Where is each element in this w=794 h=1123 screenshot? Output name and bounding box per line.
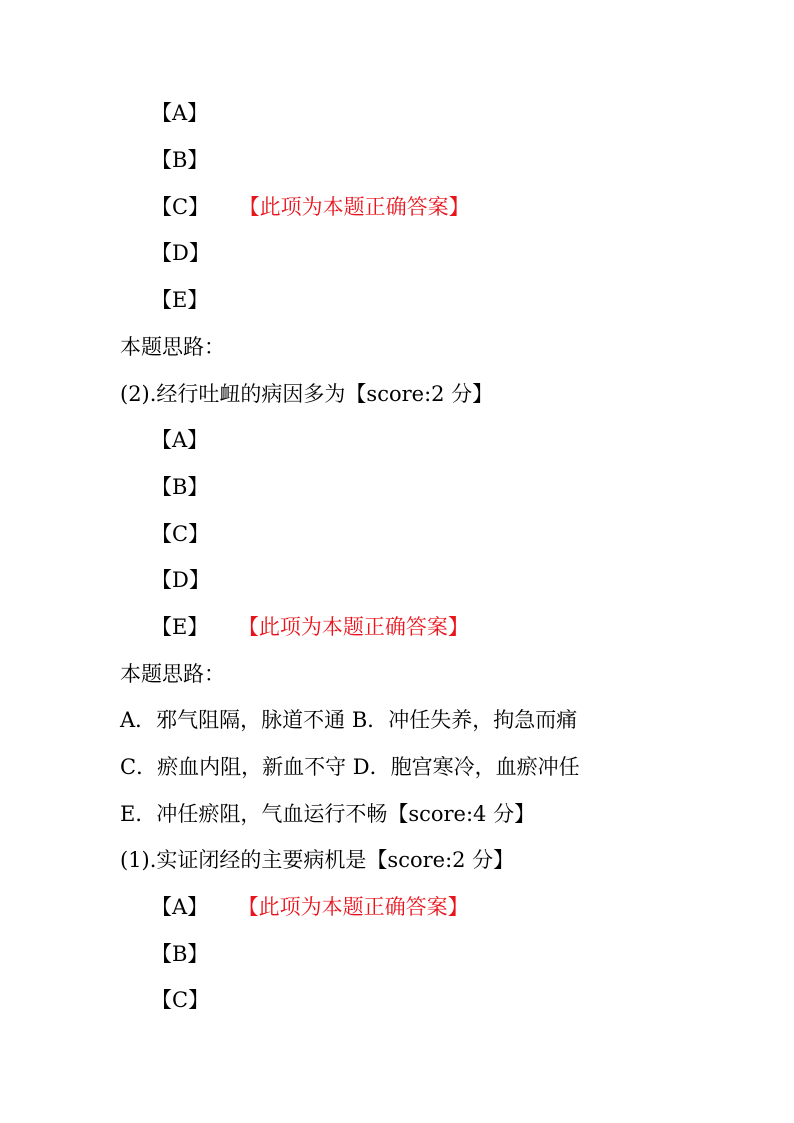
explanation-label: 本题思路： xyxy=(120,662,225,686)
case-option-line-1: A．邪气阻隔，脉道不通 B．冲任失养，拘急而痛 xyxy=(120,708,578,732)
option-c xyxy=(151,193,470,221)
q1-option-b xyxy=(151,940,208,968)
correct-answer-marker: 【此项为本题正确答案】 xyxy=(249,195,470,219)
option-a xyxy=(151,99,208,127)
option-b xyxy=(151,146,208,174)
option-label: 【D】 xyxy=(151,241,210,265)
q2-option-a xyxy=(151,426,208,454)
option-label: 【A】 xyxy=(151,428,209,452)
q2-option-b xyxy=(151,473,208,501)
explanation-label: 本题思路： xyxy=(120,335,225,359)
option-label: 【B】 xyxy=(151,148,209,172)
option-label: 【C】 xyxy=(151,988,210,1012)
option-d xyxy=(151,239,210,267)
question-2-text: (2).经行吐衄的病因多为【score:2 分】 xyxy=(120,382,494,406)
q1-option-c xyxy=(151,986,209,1014)
case-option-line-3: E．冲任瘀阻，气血运行不畅【score:4 分】 xyxy=(120,802,536,826)
option-label: 【B】 xyxy=(151,475,209,499)
q1-option-a xyxy=(151,893,469,921)
correct-answer-marker: 【此项为本题正确答案】 xyxy=(248,615,469,639)
option-label: 【C】 xyxy=(151,195,210,219)
option-label: 【B】 xyxy=(151,942,209,966)
q2-option-e xyxy=(151,613,469,641)
option-label: 【E】 xyxy=(151,615,209,639)
option-label: 【E】 xyxy=(151,288,209,312)
option-label: 【C】 xyxy=(151,522,210,546)
q2-option-c xyxy=(151,520,209,548)
option-label: 【A】 xyxy=(151,895,209,919)
correct-answer-marker: 【此项为本题正确答案】 xyxy=(248,895,469,919)
option-e xyxy=(151,286,208,314)
option-label: 【A】 xyxy=(151,101,209,125)
q2-option-d xyxy=(151,566,210,594)
case-option-line-2: C．瘀血内阻，新血不守 D．胞宫寒冷，血瘀冲任 xyxy=(120,755,580,779)
question-1-text: (1).实证闭经的主要病机是【score:2 分】 xyxy=(120,848,515,872)
option-label: 【D】 xyxy=(151,568,210,592)
